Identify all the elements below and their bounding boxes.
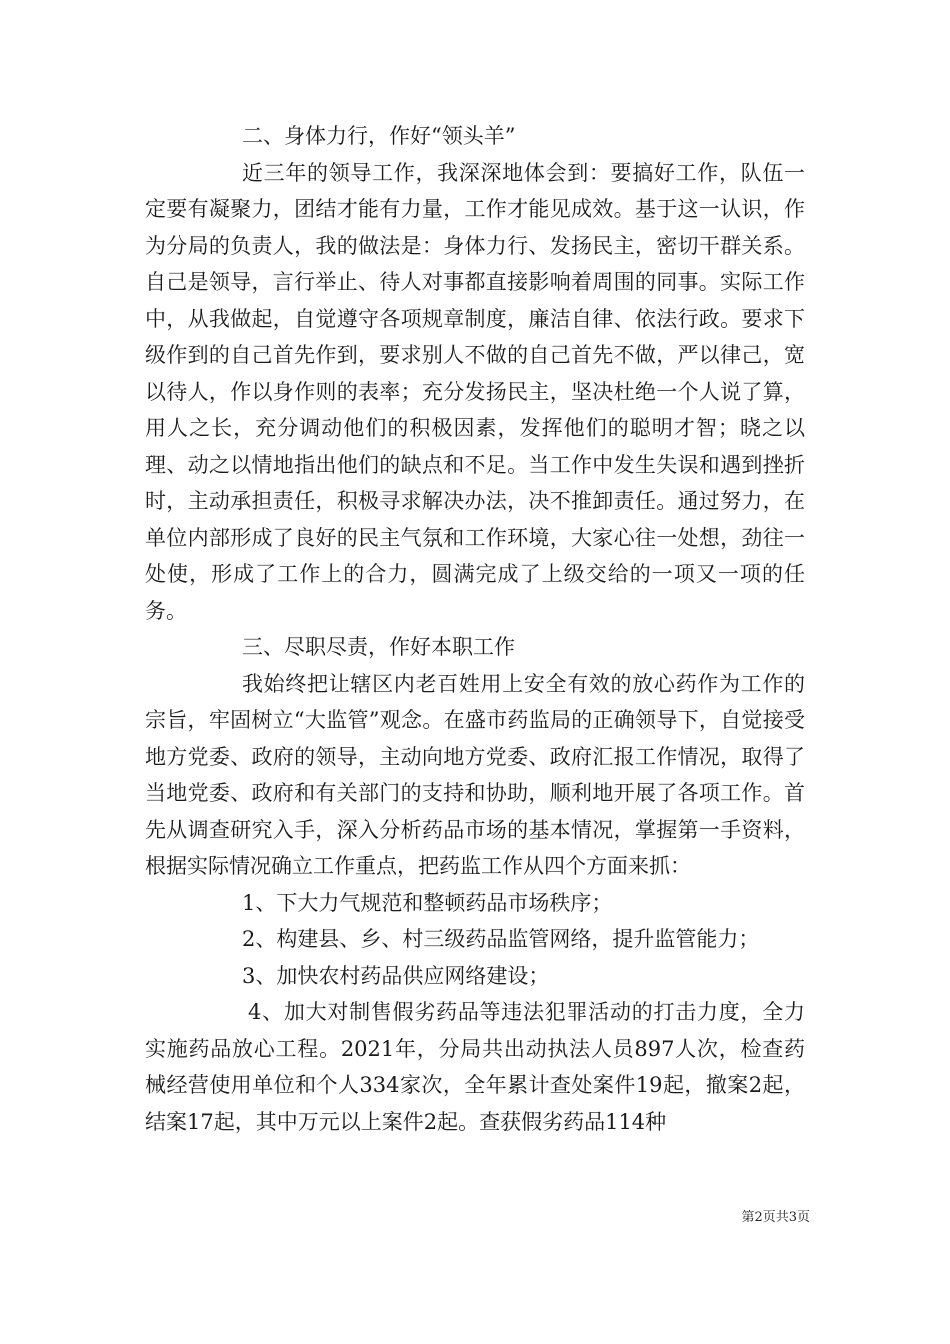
section-paragraph-2: 近三年的领导工作，我深深地体会到：要搞好工作，队伍一定要有凝聚力，团结才能有力量，工作才能见成效。基于这一认识，作为分局的负责人，我的做法是：身体力行、发扬民主，密切干群关系。自己是领导，言行举止、待人对事都直接影响着周围的同事。实际工作中，从我做起，自觉遵守各项规章制度，廉洁自律、依法行政。要求下级作到的自己首先作到，要求别人不做的自己首先不做，严以律己，宽以待人，作以身作则的表率；充分发扬民主，坚决杜绝一个人说了算，用人之长，充分调动他们的积极因素，发挥他们的聪明才智；晓之以理、动之以情地指出他们的缺点和不足。当工作中发生失误和遇到挫折时，主动承担责任，积极寻求解决办法，决不推卸责任。通过努力，在单位内部形成了良好的民主气氛和工作环境，大家心往一处想，劲往一处使，形成了工作上的合力，圆满完成了上级交给的一项又一项的任务。	[145, 160, 805, 623]
section-heading-3: 三、尽职尽责，作好本职工作	[242, 635, 515, 659]
list-item-4: 4、加大对制售假劣药品等违法犯罪活动的打击力度，全力实施药品放心工程。2021年，分局共出动执法人员897人次，检查药械经营使用单位和个人334家次，全年累计查处案件19起，撤案2起，结案17起，其中万元以上案件2起。查获假劣药品114种	[145, 1000, 805, 1134]
page-number: 第2页共3页	[741, 1210, 810, 1225]
list-item-2: 2、构建县、乡、村三级药品监管网络，提升监管能力；	[242, 927, 760, 951]
section-heading-2: 二、身体力行，作好“领头羊”	[242, 124, 516, 148]
section-paragraph-3: 我始终把让辖区内老百姓用上安全有效的放心药作为工作的宗旨，牢固树立“大监管”观念。在盛市药监局的正确领导下，自觉接受地方党委、政府的领导，主动向地方党委、政府汇报工作情况，取得了当地党委、政府和有关部门的支持和协助，顺利地开展了各项工作。首先从调查研究入手，深入分析药品市场的基本情况，掌握第一手资料，根据实际情况确立工作重点，把药监工作从四个方面来抓：	[145, 671, 805, 878]
list-item-3: 3、加快农村药品供应网络建设；	[242, 963, 550, 988]
document-body	[145, 118, 805, 1140]
list-item-1: 1、下大力气规范和整顿药品市场秩序；	[242, 890, 613, 915]
